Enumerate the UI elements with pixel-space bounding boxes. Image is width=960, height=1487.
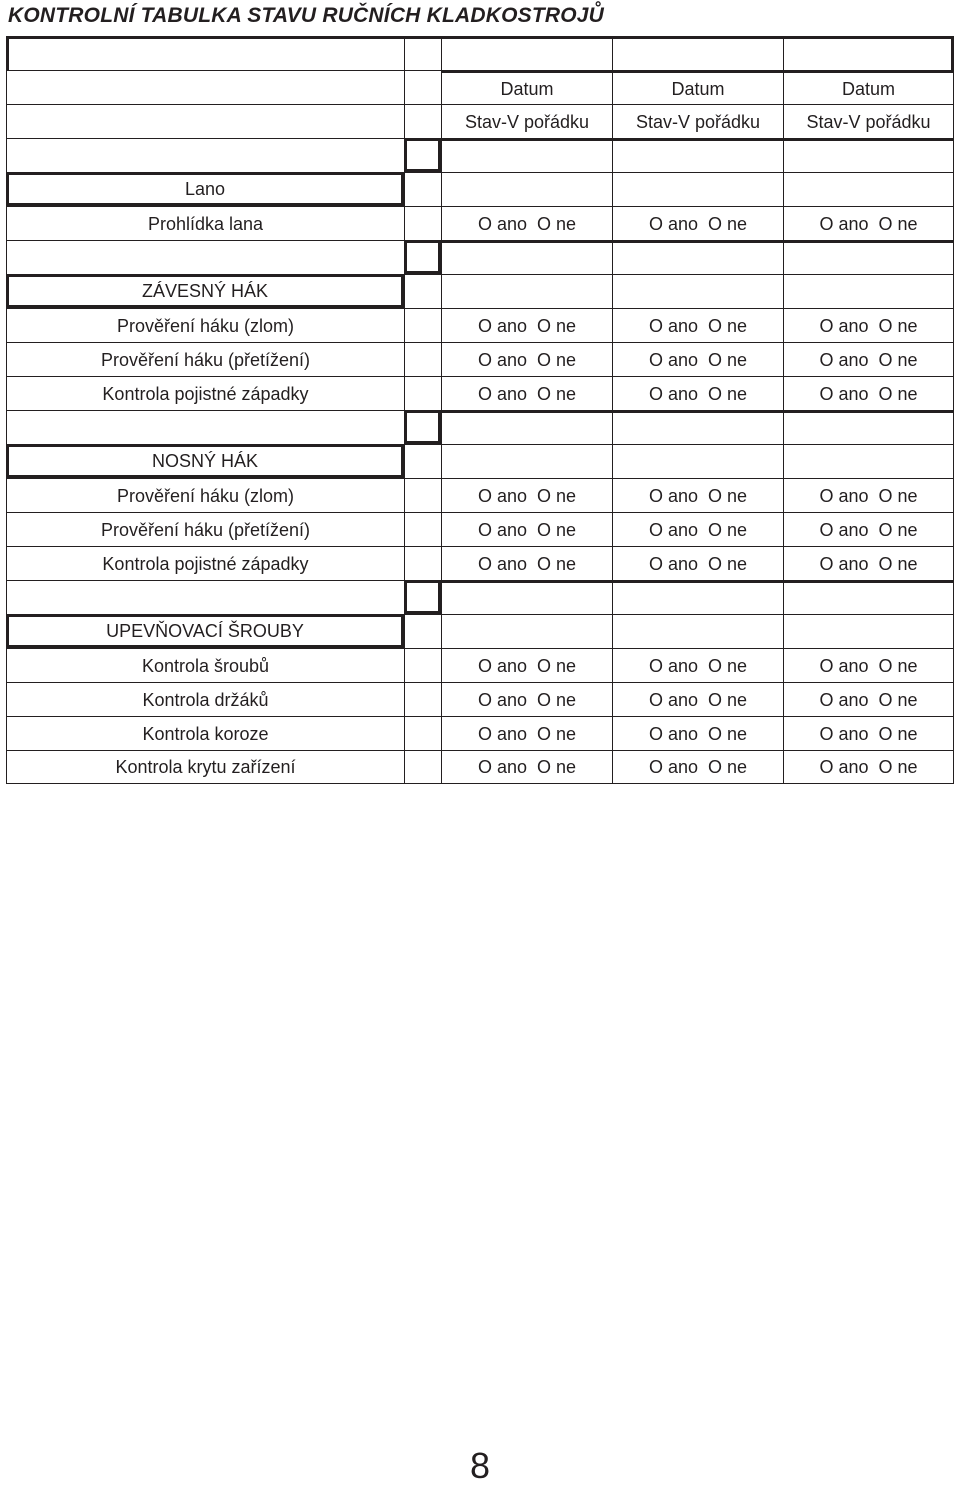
- section-cell-1: [441, 274, 612, 308]
- answer-cell-2: [612, 206, 783, 240]
- no-option[interactable]: O ne: [708, 383, 748, 404]
- checklist-item-box: [404, 512, 441, 546]
- no-option[interactable]: O ne: [537, 689, 577, 710]
- header-label-cell: [6, 70, 404, 104]
- yes-option[interactable]: O ano: [819, 315, 869, 336]
- yes-option[interactable]: O ano: [819, 349, 869, 370]
- no-option[interactable]: O ne: [878, 349, 918, 370]
- header-blank-date-cell-1: [441, 36, 612, 70]
- answer-cell-1: [441, 342, 612, 376]
- section-title-upevnovaci-srouby: UPEVŇOVACÍ ŠROUBY: [6, 614, 404, 648]
- answer-cell-3: [783, 682, 954, 716]
- date-field-1[interactable]: Datum: [441, 70, 612, 104]
- checklist-item-label: Kontrola krytu zařízení: [6, 750, 404, 784]
- section-cell-1: [441, 444, 612, 478]
- header-blank-date-cell-2: [612, 36, 783, 70]
- no-option[interactable]: O ne: [708, 519, 748, 540]
- section-box-cell: [404, 614, 441, 648]
- yes-option[interactable]: O ano: [477, 213, 527, 234]
- no-option[interactable]: O ne: [878, 655, 918, 676]
- spacer-cell-2: [612, 410, 783, 444]
- yes-option[interactable]: O ano: [819, 689, 869, 710]
- checklist-item-row: [6, 376, 954, 410]
- no-option[interactable]: O ne: [708, 689, 748, 710]
- no-option[interactable]: O ne: [708, 349, 748, 370]
- answer-cell-3: [783, 376, 954, 410]
- yes-option[interactable]: O ano: [648, 757, 698, 777]
- yes-option[interactable]: O ano: [648, 213, 698, 234]
- checklist-item-box: [404, 682, 441, 716]
- header-blank-label-cell: [6, 36, 404, 70]
- section-cell-2: [612, 444, 783, 478]
- spacer-box-cell: [404, 580, 441, 614]
- section-cell-1: [441, 614, 612, 648]
- section-cell-3: [783, 614, 954, 648]
- answer-cell-3: [783, 750, 954, 784]
- yes-option[interactable]: O ano: [477, 553, 527, 574]
- answer-cell-1: [441, 546, 612, 580]
- answer-cell-2: [612, 750, 783, 784]
- status-label-cell: [6, 104, 404, 138]
- answer-cell-1: [441, 682, 612, 716]
- yes-option[interactable]: O ano: [648, 689, 698, 710]
- checklist-item-box: [404, 342, 441, 376]
- answer-cell-3: [783, 206, 954, 240]
- checklist-item-label: Kontrola držáků: [6, 682, 404, 716]
- yes-option[interactable]: O ano: [648, 655, 698, 676]
- no-option[interactable]: O ne: [878, 757, 918, 777]
- no-option[interactable]: O ne: [708, 757, 748, 777]
- answer-cell-3: [783, 308, 954, 342]
- checklist-item-row: [6, 206, 954, 240]
- section-spacer-row: [6, 240, 954, 274]
- spacer-box-cell: [404, 138, 441, 172]
- no-option[interactable]: O ne: [878, 519, 918, 540]
- answer-cell-2: [612, 648, 783, 682]
- section-cell-2: [612, 614, 783, 648]
- header-blank-box-cell: [404, 36, 441, 70]
- checklist-item-label: Kontrola pojistné západky: [6, 546, 404, 580]
- checklist-item-label: Prohlídka lana: [6, 206, 404, 240]
- checklist-item-row: [6, 682, 954, 716]
- yes-option[interactable]: O ano: [819, 757, 869, 777]
- checklist-item-label: Prověření háku (zlom): [6, 478, 404, 512]
- spacer-cell-2: [612, 580, 783, 614]
- no-option[interactable]: O ne: [708, 485, 748, 506]
- answer-cell-1: [441, 512, 612, 546]
- section-cell-3: [783, 274, 954, 308]
- no-option[interactable]: O ne: [878, 689, 918, 710]
- table-header-status-row: [6, 104, 954, 138]
- spacer-cell-1: [441, 580, 612, 614]
- checklist-item-box: [404, 546, 441, 580]
- spacer-cell-2: [612, 138, 783, 172]
- no-option[interactable]: O ne: [537, 655, 577, 676]
- section-cell-3: [783, 172, 954, 206]
- checklist-item-box: [404, 478, 441, 512]
- no-option[interactable]: O ne: [708, 315, 748, 336]
- no-option[interactable]: O ne: [537, 553, 577, 574]
- yes-option[interactable]: O ano: [819, 519, 869, 540]
- yes-option[interactable]: O ano: [819, 553, 869, 574]
- page-title: KONTROLNÍ TABULKA STAVU RUČNÍCH KLADKOSTROJŮ: [8, 4, 604, 27]
- answer-cell-1: [441, 648, 612, 682]
- spacer-cell-3: [783, 580, 954, 614]
- status-header-1: Stav-V pořádku: [441, 104, 612, 138]
- yes-option[interactable]: O ano: [819, 383, 869, 404]
- spacer-cell-2: [612, 240, 783, 274]
- yes-option[interactable]: O ano: [648, 723, 698, 744]
- section-heading-row: [6, 274, 954, 308]
- table-header-date-row: [6, 70, 954, 104]
- checklist-item-box: [404, 308, 441, 342]
- section-box-cell: [404, 274, 441, 308]
- no-option[interactable]: O ne: [537, 383, 577, 404]
- section-title-lano: Lano: [6, 172, 404, 206]
- checklist-item-row: [6, 546, 954, 580]
- answer-cell-1: [441, 308, 612, 342]
- no-option[interactable]: O ne: [537, 723, 577, 744]
- yes-option[interactable]: O ano: [648, 349, 698, 370]
- yes-option[interactable]: O ano: [648, 383, 698, 404]
- yes-option[interactable]: O ano: [477, 689, 527, 710]
- no-option[interactable]: O ne: [537, 757, 577, 777]
- no-option[interactable]: O ne: [537, 349, 577, 370]
- yes-option[interactable]: O ano: [477, 315, 527, 336]
- answer-cell-2: [612, 342, 783, 376]
- checklist-item-label: Prověření háku (přetížení): [6, 512, 404, 546]
- answer-cell-3: [783, 648, 954, 682]
- spacer-cell-1: [441, 240, 612, 274]
- header-box-cell: [404, 70, 441, 104]
- checklist-item-box: [404, 376, 441, 410]
- spacer-box-cell: [404, 410, 441, 444]
- checklist-item-box: [404, 750, 441, 784]
- checklist-item-row: [6, 716, 954, 750]
- answer-cell-3: [783, 716, 954, 750]
- section-spacer-row: [6, 410, 954, 444]
- section-spacer-row: [6, 580, 954, 614]
- checklist-item-box: [404, 206, 441, 240]
- yes-option[interactable]: O ano: [648, 485, 698, 506]
- yes-option[interactable]: O ano: [819, 655, 869, 676]
- header-blank-date-cell-3: [783, 36, 954, 70]
- checklist-item-label: Kontrola pojistné západky: [6, 376, 404, 410]
- yes-option[interactable]: O ano: [648, 519, 698, 540]
- spacer-label-cell: [6, 240, 404, 274]
- no-option[interactable]: O ne: [537, 519, 577, 540]
- no-option[interactable]: O ne: [878, 213, 918, 234]
- spacer-cell-3: [783, 410, 954, 444]
- no-option[interactable]: O ne: [708, 553, 748, 574]
- section-box-cell: [404, 444, 441, 478]
- section-cell-3: [783, 444, 954, 478]
- no-option[interactable]: O ne: [537, 485, 577, 506]
- checklist-item-row: [6, 342, 954, 376]
- answer-cell-1: [441, 206, 612, 240]
- section-spacer-row: [6, 138, 954, 172]
- no-option[interactable]: O ne: [878, 383, 918, 404]
- spacer-cell-1: [441, 138, 612, 172]
- yes-option[interactable]: O ano: [477, 349, 527, 370]
- answer-cell-1: [441, 750, 612, 784]
- spacer-cell-1: [441, 410, 612, 444]
- no-option[interactable]: O ne: [537, 213, 577, 234]
- answer-cell-2: [612, 716, 783, 750]
- section-cell-1: [441, 172, 612, 206]
- checklist-item-label: Kontrola koroze: [6, 716, 404, 750]
- spacer-label-cell: [6, 138, 404, 172]
- no-option[interactable]: O ne: [708, 213, 748, 234]
- yes-option[interactable]: O ano: [819, 213, 869, 234]
- date-field-2[interactable]: Datum: [612, 70, 783, 104]
- answer-cell-3: [783, 478, 954, 512]
- yes-option[interactable]: O ano: [648, 315, 698, 336]
- yes-option[interactable]: O ano: [648, 553, 698, 574]
- no-option[interactable]: O ne: [537, 315, 577, 336]
- answer-cell-2: [612, 308, 783, 342]
- yes-option[interactable]: O ano: [819, 723, 869, 744]
- no-option[interactable]: O ne: [878, 485, 918, 506]
- checklist-item-row: [6, 750, 954, 784]
- checklist-item-row: [6, 478, 954, 512]
- section-heading-row: [6, 444, 954, 478]
- no-option[interactable]: O ne: [708, 723, 748, 744]
- table-header-blank-row: [6, 36, 954, 70]
- no-option[interactable]: O ne: [878, 553, 918, 574]
- section-cell-2: [612, 274, 783, 308]
- section-cell-2: [612, 172, 783, 206]
- yes-option[interactable]: O ano: [819, 485, 869, 506]
- section-title-zavesny-hak: ZÁVESNÝ HÁK: [6, 274, 404, 308]
- yes-option[interactable]: O ano: [477, 655, 527, 676]
- date-field-3[interactable]: Datum: [783, 70, 954, 104]
- section-title-nosny-hak: NOSNÝ HÁK: [6, 444, 404, 478]
- status-box-cell: [404, 104, 441, 138]
- section-box-cell: [404, 172, 441, 206]
- no-option[interactable]: O ne: [878, 723, 918, 744]
- checklist-item-box: [404, 648, 441, 682]
- no-option[interactable]: O ne: [708, 655, 748, 676]
- yes-option[interactable]: O ano: [477, 519, 527, 540]
- answer-cell-3: [783, 342, 954, 376]
- answer-cell-3: [783, 546, 954, 580]
- answer-cell-2: [612, 512, 783, 546]
- checklist-item-row: [6, 648, 954, 682]
- answer-cell-3: [783, 512, 954, 546]
- spacer-box-cell: [404, 240, 441, 274]
- status-header-3: Stav-V pořádku: [783, 104, 954, 138]
- spacer-cell-3: [783, 240, 954, 274]
- checklist-item-box: [404, 716, 441, 750]
- spacer-label-cell: [6, 410, 404, 444]
- no-option[interactable]: O ne: [878, 315, 918, 336]
- answer-cell-2: [612, 546, 783, 580]
- checklist-item-label: Prověření háku (zlom): [6, 308, 404, 342]
- spacer-label-cell: [6, 580, 404, 614]
- section-heading-row: [6, 172, 954, 206]
- checklist-item-row: [6, 308, 954, 342]
- yes-option[interactable]: O ano: [477, 757, 527, 777]
- checklist-item-row: [6, 512, 954, 546]
- page-number: 8: [469, 1445, 491, 1486]
- answer-cell-1: [441, 478, 612, 512]
- checklist-item-label: Kontrola šroubů: [6, 648, 404, 682]
- section-heading-row: [6, 614, 954, 648]
- yes-option[interactable]: O ano: [477, 383, 527, 404]
- answer-cell-1: [441, 716, 612, 750]
- checklist-item-label: Prověření háku (přetížení): [6, 342, 404, 376]
- answer-cell-2: [612, 682, 783, 716]
- answer-cell-1: [441, 376, 612, 410]
- spacer-cell-3: [783, 138, 954, 172]
- yes-option[interactable]: O ano: [477, 485, 527, 506]
- answer-cell-2: [612, 376, 783, 410]
- yes-option[interactable]: O ano: [477, 723, 527, 744]
- answer-cell-2: [612, 478, 783, 512]
- status-header-2: Stav-V pořádku: [612, 104, 783, 138]
